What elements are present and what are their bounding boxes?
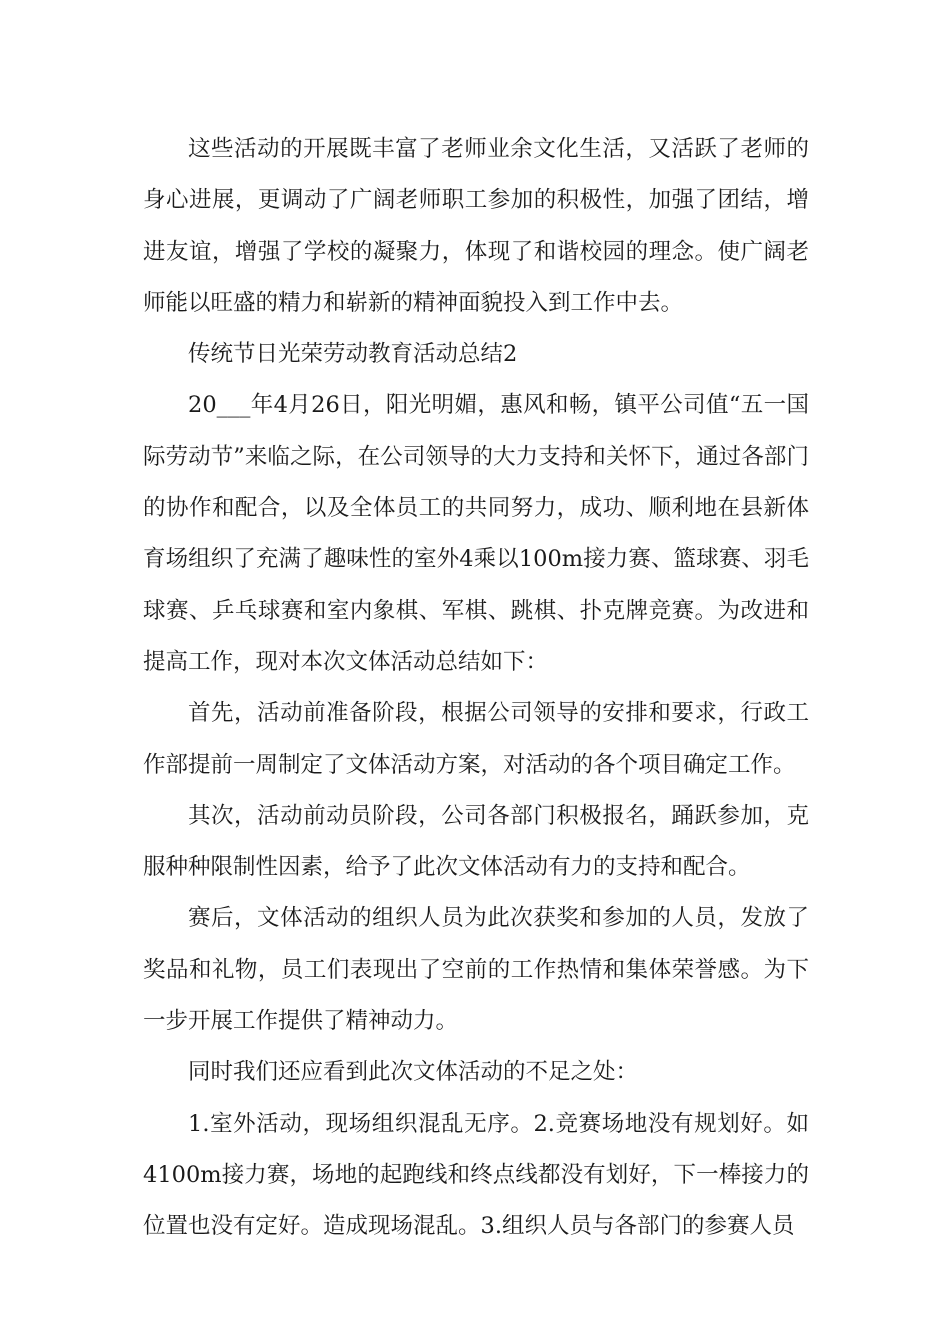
paragraph-shortcomings-list: 1.室外活动，现场组织混乱无序。2.竞赛场地没有规划好。如4100m接力赛，场地的起跑线和终点线都没有划好，下一棒接力的位置也没有定好。造成现场混乱。3.组织人员与各部门的参赛人员	[143, 1110, 809, 1240]
paragraph-shortcomings-intro: 同时我们还应看到此次文体活动的不足之处：	[188, 1059, 639, 1086]
paragraph-after-match: 赛后，文体活动的组织人员为此次获奖和参加的人员，发放了奖品和礼物，员工们表现出了空前的工作热情和集体荣誉感。为下一步开展工作提供了精神动力。	[143, 905, 809, 1035]
paragraph-event-intro: 20___年4月26日，阳光明媚，惠风和畅，镇平公司值“五一国际劳动节”来临之际，在公司领导的大力支持和关怀下，通过各部门的协作和配合，以及全体员工的共同努力，成功、顺利地在县新体育场组织了充满了趣味性的室外4乘以100m接力赛、篮球赛、羽毛球赛、乒乓球赛和室内象棋、军棋、跳棋、扑克牌竞赛。为改进和提高工作，现对本次文体活动总结如下：	[143, 392, 809, 675]
section-heading: 传统节日光荣劳动教育活动总结2	[188, 341, 518, 368]
paragraph-second: 其次，活动前动员阶段，公司各部门积极报名，踊跃参加，克服种种限制性因素，给予了此次文体活动有力的支持和配合。	[143, 802, 809, 881]
document-body	[143, 124, 809, 1253]
paragraph-first: 首先，活动前准备阶段，根据公司领导的安排和要求，行政工作部提前一周制定了文体活动方案，对活动的各个项目确定工作。	[143, 700, 809, 778]
paragraph-activities-benefits: 这些活动的开展既丰富了老师业余文化生活，又活跃了老师的身心进展，更调动了广阔老师职工参加的积极性，加强了团结，增进友谊，增强了学校的凝聚力，体现了和谐校园的理念。使广阔老师能以旺盛的精力和崭新的精神面貌投入到工作中去。	[143, 136, 809, 316]
